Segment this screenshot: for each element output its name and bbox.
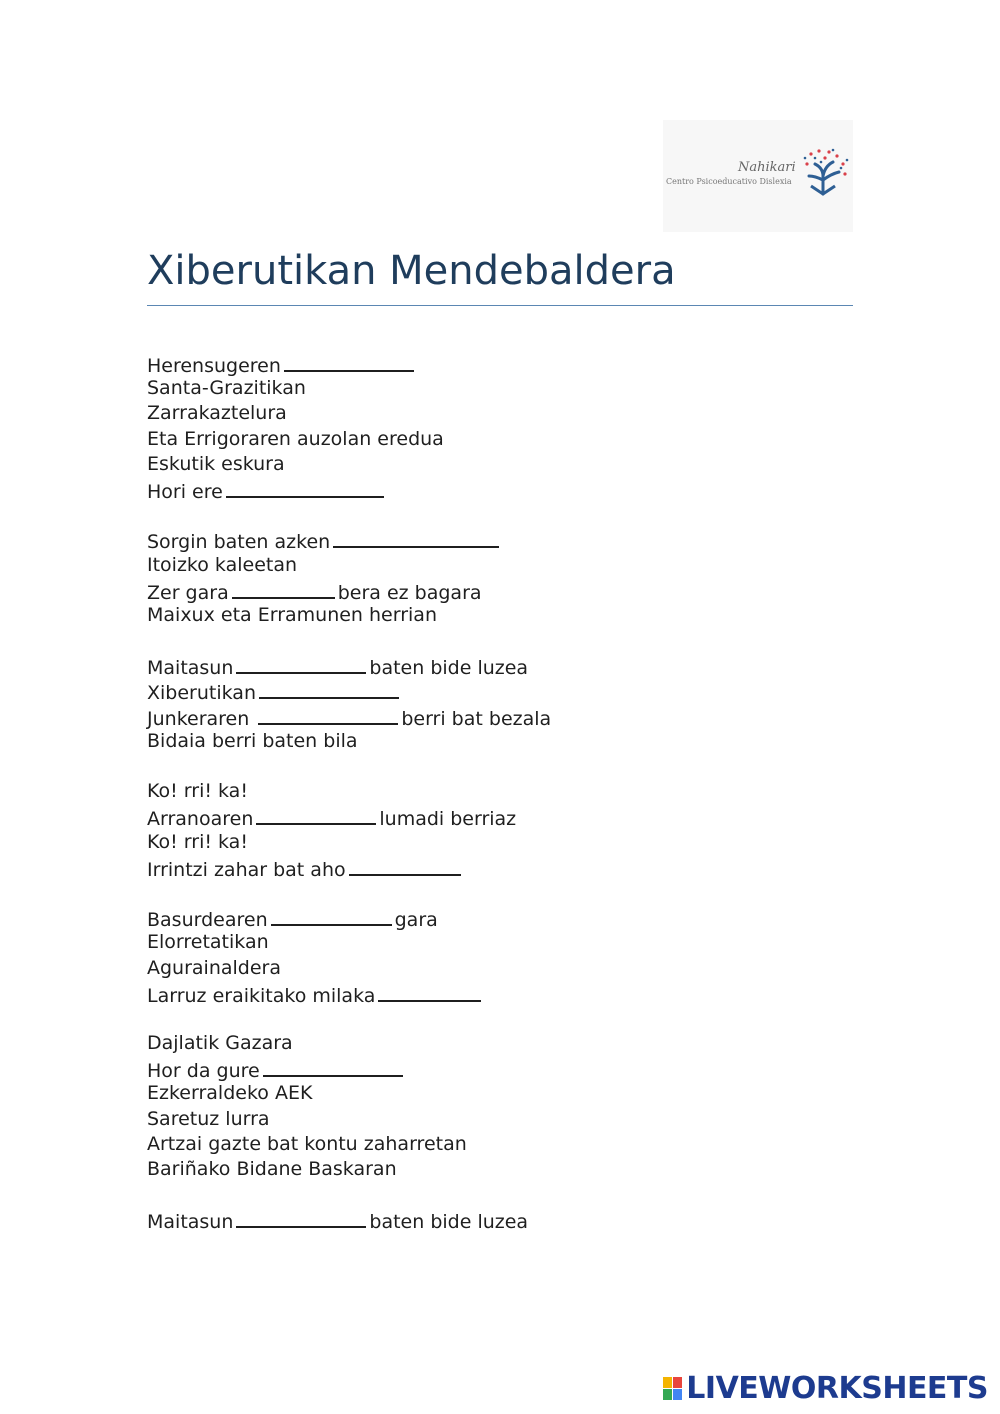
- lyric-line: [147, 930, 551, 955]
- lyric-text: Junkeraren: [147, 707, 256, 730]
- lyric-text-after: berri bat bezala: [401, 707, 552, 730]
- lyric-line: [147, 477, 551, 502]
- lyric-text: Artzai gazte bat kontu zaharretan: [147, 1132, 467, 1155]
- answer-blank[interactable]: [263, 1056, 403, 1077]
- liveworksheets-icon: [663, 1377, 682, 1400]
- answer-blank[interactable]: [378, 981, 481, 1002]
- answer-blank[interactable]: [284, 351, 414, 372]
- stanza-gap: [147, 754, 551, 779]
- lyric-text-after: bera ez bagara: [337, 581, 482, 604]
- lyric-text: Eta Errigoraren auzolan eredua: [147, 427, 444, 450]
- lyric-text: Hori ere: [147, 480, 223, 503]
- lyric-text: Maitasun: [147, 1211, 234, 1234]
- lyric-line: [147, 804, 551, 829]
- stanza-gap: [147, 1006, 551, 1031]
- answer-blank[interactable]: [256, 804, 376, 825]
- lyric-text: Elorretatikan: [147, 931, 269, 954]
- lyric-text: Hor da gure: [147, 1060, 260, 1083]
- answer-blank[interactable]: [258, 704, 398, 725]
- lyric-line: [147, 1132, 551, 1157]
- lyric-line: [147, 956, 551, 981]
- lyric-text: Maitasun: [147, 657, 234, 680]
- lyric-line: [147, 855, 551, 880]
- answer-blank[interactable]: [333, 527, 499, 548]
- lyric-text: Arranoaren: [147, 808, 254, 831]
- lyric-line: [147, 678, 551, 703]
- lyric-line: [147, 1207, 551, 1232]
- answer-blank[interactable]: [259, 678, 399, 699]
- lyric-text: Bidaia berri baten bila: [147, 729, 358, 752]
- lyric-text: Zarrakaztelura: [147, 402, 287, 425]
- stanza-gap: [147, 502, 551, 527]
- tree-hands-icon: [801, 146, 851, 196]
- lyric-line: [147, 603, 551, 628]
- lyric-text: Dajlatik Gazara: [147, 1032, 293, 1055]
- worksheet-title: Xiberutikan Mendebaldera: [147, 248, 676, 294]
- answer-blank[interactable]: [349, 855, 461, 876]
- lyric-line: [147, 1107, 551, 1132]
- lyric-line: [147, 376, 551, 401]
- answer-blank[interactable]: [236, 1207, 366, 1228]
- lyric-text: Maixux eta Erramunen herrian: [147, 603, 437, 626]
- lyric-line: [147, 653, 551, 678]
- lyric-line: [147, 578, 551, 603]
- lyric-text-after: lumadi berriaz: [379, 808, 517, 831]
- lyric-line: [147, 1081, 551, 1106]
- logo: [663, 120, 853, 232]
- lyric-text: Itoizko kaleetan: [147, 553, 298, 576]
- lyric-line: [147, 905, 551, 930]
- logo-subtitle: Centro Psicoeducativo Dislexia: [666, 177, 792, 186]
- logo-name: Nahikari: [738, 160, 796, 175]
- lyric-line: [147, 351, 551, 376]
- lyric-text-after: gara: [394, 909, 438, 932]
- stanza-gap: [147, 628, 551, 653]
- lyric-text: Basurdearen: [147, 909, 268, 932]
- lyric-text: Ezkerraldeko AEK: [147, 1082, 313, 1105]
- lyric-text-after: baten bide luzea: [369, 1211, 529, 1234]
- answer-blank[interactable]: [271, 905, 392, 926]
- footer-brand-text: LIVEWORKSHEETS: [686, 1371, 988, 1406]
- lyric-line: [147, 427, 551, 452]
- lyric-line: [147, 1056, 551, 1081]
- lyric-text: Xiberutikan: [147, 682, 256, 705]
- lyric-line: [147, 401, 551, 426]
- lyric-line: [147, 981, 551, 1006]
- lyric-text: Ko! rri! ka!: [147, 830, 248, 853]
- lyric-text: Bariñako Bidane Baskaran: [147, 1158, 397, 1180]
- answer-blank[interactable]: [226, 477, 384, 498]
- stanza-gap: [147, 1182, 551, 1207]
- lyric-text: Agurainaldera: [147, 956, 282, 979]
- lyric-text-after: baten bide luzea: [369, 657, 529, 680]
- answer-blank[interactable]: [236, 653, 366, 674]
- lyric-text: Saretuz lurra: [147, 1107, 270, 1130]
- answer-blank[interactable]: [232, 578, 335, 599]
- lyric-text: Irrintzi zahar bat aho: [147, 858, 346, 881]
- lyric-line: [147, 1157, 551, 1182]
- lyric-text: Ko! rri! ka!: [147, 780, 248, 803]
- lyric-line: [147, 1031, 551, 1056]
- lyric-line: [147, 729, 551, 754]
- stanza-gap: [147, 880, 551, 905]
- lyric-line: [147, 527, 551, 552]
- lyric-text: Larruz eraikitako milaka: [147, 984, 376, 1007]
- lyric-text: Herensugeren: [147, 355, 281, 377]
- lyric-text: Zer gara: [147, 581, 229, 604]
- lyric-line: [147, 452, 551, 477]
- lyric-line: [147, 830, 551, 855]
- lyric-line: [147, 704, 551, 729]
- lyric-line: [147, 779, 551, 804]
- lyric-text: Eskutik eskura: [147, 452, 285, 475]
- lyric-line: [147, 553, 551, 578]
- title-divider: [147, 305, 853, 306]
- lyric-text: Santa-Grazitikan: [147, 377, 306, 400]
- footer-brand: [663, 1371, 988, 1406]
- lyrics: [147, 351, 551, 1233]
- lyric-text: Sorgin baten azken: [147, 531, 331, 554]
